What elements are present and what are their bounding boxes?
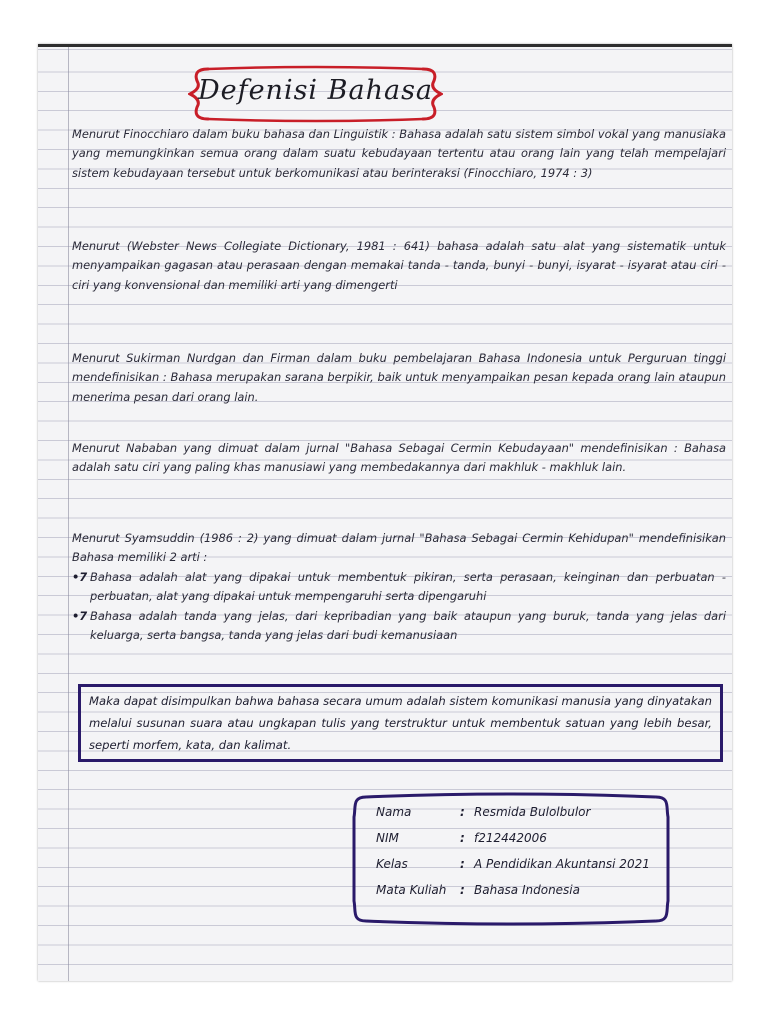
- identity-row-nim: [376, 827, 547, 849]
- identity-value: f212442006: [474, 831, 547, 845]
- paragraph-nababan: [72, 439, 726, 478]
- paragraph-text: Menurut (Webster News Collegiate Dictionary, 1981 : 641) bahasa adalah satu alat yang sistematik untuk menyampaikan gagasan atau perasaan dengan memakai tanda - tanda, bunyi - bunyi, isyarat - isyarat atau ciri - ciri yang konvensional dan memiliki arti yang dimengerti: [72, 239, 726, 292]
- paragraph-text: Menurut Finocchiaro dalam buku bahasa dan Linguistik : Bahasa adalah satu sistem simbol vokal yang manusiaka yang memungkinkan semua orang dalam suatu kebudayaan tertentu atau orang lain yang telah mempelajari sistem kebudayaan tersebut untuk berkomunikasi atau berinteraksi (Finocchiaro, 1974 : 3): [72, 127, 726, 180]
- paragraph-text: Menurut Sukirman Nurdgan dan Firman dalam buku pembelajaran Bahasa Indonesia untuk Perguruan tinggi mendefinisikan : Bahasa merupakan sarana berpikir, baik untuk menyampaikan pesan kepada orang lain ataupun menerima pesan dari orang lain.: [72, 351, 726, 404]
- paragraph-text: Menurut Syamsuddin (1986 : 2) yang dimuat dalam jurnal "Bahasa Sebagai Cermin Kehidupan" mendefinisikan Bahasa memiliki 2 arti :: [72, 531, 726, 565]
- bullet-arrow-icon: •7: [72, 608, 88, 623]
- paragraph-syamsuddin: [72, 529, 726, 645]
- identity-row-kelas: [376, 853, 650, 875]
- identity-separator: :: [460, 831, 465, 845]
- conclusion-box: Maka dapat disimpulkan bahwa bahasa secara umum adalah sistem komunikasi manusia yang dinyatakan melalui susunan suara atau ungkapan tulis yang terstruktur untuk membentuk satuan yang lebih besar, seperti morfem, kata, dan kalimat.: [78, 684, 723, 762]
- student-identity-box: [346, 789, 676, 929]
- identity-separator: :: [460, 805, 465, 819]
- paragraph-text: Menurut Nababan yang dimuat dalam jurnal "Bahasa Sebagai Cermin Kebudayaan" mendefinisikan : Bahasa adalah satu ciri yang paling khas manusiawi yang membedakannya dari makhluk - makhluk lain.: [72, 441, 726, 475]
- identity-value: Bahasa Indonesia: [474, 883, 580, 897]
- list-item: [72, 568, 726, 607]
- identity-label: Nama: [376, 805, 412, 819]
- identity-row-nama: [376, 801, 590, 823]
- bullet-text: Bahasa adalah alat yang dipakai untuk membentuk pikiran, serta perasaan, keinginan dan perbuatan - perbuatan, alat yang dipakai untuk mempengaruhi serta dipengaruhi: [90, 569, 726, 604]
- identity-value: Resmida Bulolbulor: [474, 805, 591, 819]
- list-item: [72, 607, 726, 646]
- identity-row-mata-kuliah: [376, 879, 580, 901]
- page-margin-line: [68, 47, 69, 981]
- bullet-arrow-icon: •7: [72, 569, 88, 584]
- bullet-text: Bahasa adalah tanda yang jelas, dari kepribadian yang baik ataupun yang buruk, tanda yang jelas dari keluarga, serta bangsa, tanda yang jelas dari budi kemanusiaan: [90, 608, 726, 643]
- paragraph-sukirman: [72, 349, 726, 407]
- title-frame: [188, 63, 443, 125]
- paragraph-webster: [72, 237, 726, 295]
- page-title: Defenisi Bahasa: [197, 75, 434, 106]
- paragraph-finocchiaro: [72, 125, 726, 183]
- identity-label: Kelas: [376, 857, 408, 871]
- notebook-page: [38, 44, 732, 981]
- identity-label: NIM: [376, 831, 399, 845]
- identity-value: A Pendidikan Akuntansi 2021: [474, 857, 650, 871]
- identity-separator: :: [460, 857, 465, 871]
- identity-label: Mata Kuliah: [376, 883, 447, 897]
- identity-separator: :: [460, 883, 465, 897]
